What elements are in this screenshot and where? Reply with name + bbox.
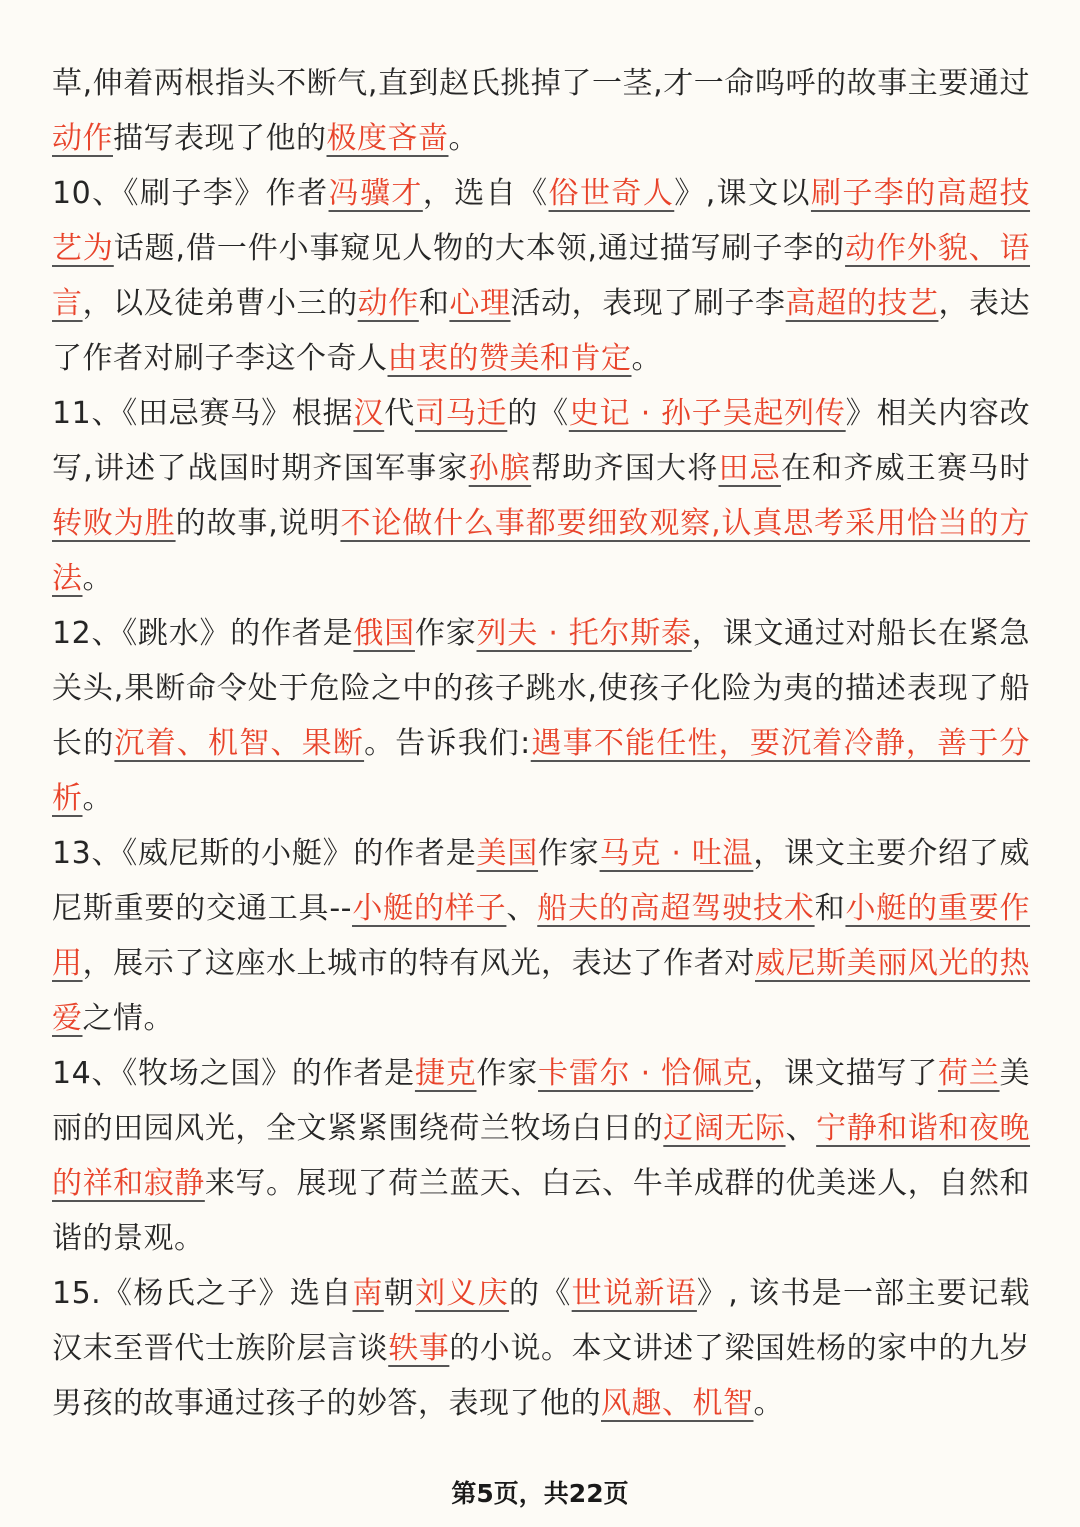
paragraph-text: 。告诉我们:	[364, 726, 531, 761]
paragraph-text: ，展示了这座水上城市的特有风光，表达了作者对	[82, 946, 755, 981]
paragraph-text: ，选自《	[422, 176, 549, 211]
highlighted-answer: 列夫 · 托尔斯泰	[476, 616, 692, 651]
highlighted-answer: 遇事不能任性，要沉着冷静，善于分析	[52, 726, 1031, 816]
highlighted-answer: 船夫的高超驾驶技术	[537, 891, 815, 926]
highlighted-answer: 孙膑	[468, 451, 532, 486]
highlighted-answer: 心理	[449, 286, 511, 321]
paragraph-text: 代	[384, 396, 415, 431]
paragraph-text: 和	[814, 891, 846, 926]
highlighted-answer: 俗世奇人	[548, 176, 675, 211]
paragraph-text: 帮助齐国大将	[531, 451, 719, 486]
paragraph-text: 。	[631, 341, 662, 376]
paragraph-text: 朝	[383, 1276, 416, 1311]
paragraph-15-yangshizhizi	[52, 1266, 1030, 1431]
paragraph-14-muchangzhiguo	[52, 1046, 1030, 1266]
paragraph-text: ，课文描写了	[753, 1056, 938, 1091]
paragraph-text: 美丽的田园风光，全文紧紧围绕荷兰牧场白日的	[52, 1056, 1031, 1146]
highlighted-answer: 荷兰	[937, 1056, 1000, 1091]
highlighted-answer: 风趣、机智	[601, 1386, 754, 1421]
paragraph-text: 11、《田忌赛马》根据	[52, 396, 354, 431]
highlighted-answer: 极度吝啬	[326, 121, 449, 156]
paragraph-text: 作家	[538, 836, 600, 871]
paragraph-12-tiaoshui	[52, 606, 1030, 826]
paragraph-10-shuazili	[52, 166, 1030, 386]
paragraph-text: 12、《跳水》的作者是	[52, 616, 354, 651]
highlighted-answer: 刘义庆	[415, 1276, 510, 1311]
paragraph-text: 》相关内容改写,讲述了战国时期齐国军事家	[52, 396, 1031, 486]
paragraph-text: 描写表现了他的	[113, 121, 327, 156]
paragraph-text: 14、《牧场之国》的作者是	[52, 1056, 415, 1091]
paragraph-text: ，课文通过对船长在紧急关头,果断命令处于危险之中的孩子跳水,使孩子化险为夷的描述表现了船长的	[52, 616, 1031, 761]
paragraph-text: ，课文主要介绍了威尼斯重要的交通工具--	[52, 836, 1031, 926]
paragraph-11-tianjisaima	[52, 386, 1030, 606]
highlighted-answer: 由衷的赞美和肯定	[387, 341, 632, 376]
paragraph-text: 15.《杨氏之子》选自	[52, 1276, 353, 1311]
highlighted-answer: 俄国	[353, 616, 415, 651]
highlighted-answer: 马克 · 吐温	[599, 836, 754, 871]
highlighted-answer: 冯骥才	[328, 176, 423, 211]
highlighted-answer: 捷克	[414, 1056, 477, 1091]
highlighted-answer: 刷子李的高超技艺为	[52, 176, 1031, 266]
paragraph-text: 》,课文以	[674, 176, 811, 211]
paragraph-text: 。	[82, 781, 113, 816]
paragraph-text: 活动，表现了刷子李	[510, 286, 786, 321]
paragraph-text: 13、《威尼斯的小艇》的作者是	[52, 836, 477, 871]
paragraph-text: 在和齐威王赛马时	[780, 451, 1031, 486]
highlighted-answer: 动作外貌、语言	[52, 231, 1031, 321]
page-number-footer: 第5页，共22页	[451, 1479, 629, 1508]
document-body	[52, 56, 1030, 1431]
highlighted-answer: 小艇的样子	[352, 891, 507, 926]
paragraph-text: 的故事,说明	[175, 506, 341, 541]
highlighted-answer: 不论做什么事都要细致观察,认真思考采用恰当的方法	[52, 506, 1031, 596]
highlighted-answer: 司马迁	[414, 396, 508, 431]
paragraph-text: 。	[753, 1386, 784, 1421]
paragraph-text: 作家	[414, 616, 477, 651]
paragraph-text: 的《	[509, 1276, 572, 1311]
highlighted-answer: 轶事	[388, 1331, 450, 1366]
highlighted-answer: 史记 · 孙子吴起列传	[568, 396, 846, 431]
highlighted-answer: 宁静和谐和夜晚的祥和寂静	[52, 1111, 1031, 1201]
highlighted-answer: 动作	[357, 286, 419, 321]
highlighted-answer: 汉	[353, 396, 385, 431]
paragraph-text: 、	[785, 1111, 817, 1146]
paragraph-text: 、	[506, 891, 538, 926]
paragraph-text: 。	[82, 561, 113, 596]
highlighted-answer: 田忌	[718, 451, 781, 486]
highlighted-answer: 沉着、机智、果断	[114, 726, 365, 761]
paragraph-text: 的小说。本文讲述了梁国姓杨的家中的九岁男孩的故事通过孩子的妙答，表现了他的	[52, 1331, 1031, 1421]
paragraph-text: 之情。	[82, 1001, 174, 1036]
highlighted-answer: 威尼斯美丽风光的热爱	[52, 946, 1031, 1036]
highlighted-answer: 卡雷尔 · 恰佩克	[538, 1056, 754, 1091]
paragraph-text: 的《	[507, 396, 569, 431]
highlighted-answer: 南	[352, 1276, 384, 1311]
highlighted-answer: 辽阔无际	[663, 1111, 786, 1146]
paragraph-text: 10、《刷子李》作者	[52, 176, 329, 211]
paragraph-text: 草,伸着两根指头不断气,直到赵氏挑掉了一茎,才一命呜呼的故事主要通过	[52, 66, 1030, 101]
highlighted-answer: 美国	[476, 836, 539, 871]
paragraph-text: ，以及徒弟曹小三的	[82, 286, 358, 321]
highlighted-answer: 世说新语	[571, 1276, 697, 1311]
highlighted-answer: 动作	[52, 121, 113, 156]
paragraph-text: 话题,借一件小事窥见人物的大本领,通过描写刷子李的	[113, 231, 846, 266]
paragraph-text: 。	[448, 121, 479, 156]
paragraph-text: 》, 该书是一部主要记载汉末至晋代士族阶层言谈	[52, 1276, 1031, 1366]
paragraph-text: 和	[418, 286, 450, 321]
highlighted-answer: 转败为胜	[52, 506, 176, 541]
highlighted-answer: 小艇的重要作用	[52, 891, 1031, 981]
paragraph-text: 来写。展现了荷兰蓝天、白云、牛羊成群的优美迷人，自然和谐的景观。	[52, 1166, 1031, 1256]
paragraph-13-weinisi	[52, 826, 1030, 1046]
paragraph-text: ，表达了作者对刷子李这个奇人	[52, 286, 1031, 376]
paragraph-9-tail	[52, 56, 1030, 166]
paragraph-text: 作家	[476, 1056, 539, 1091]
highlighted-answer: 高超的技艺	[785, 286, 939, 321]
